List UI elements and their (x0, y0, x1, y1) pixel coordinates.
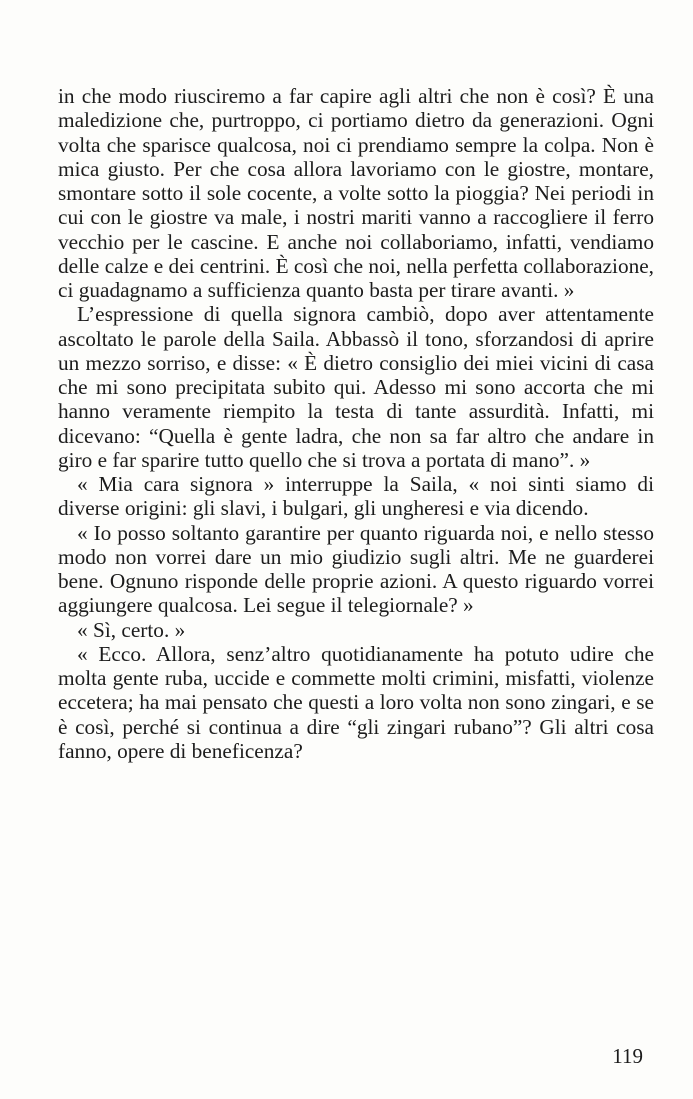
paragraph: « Io posso soltanto garantire per quanto riguarda noi, e nello stesso modo non vorrei dare un mio giudizio sugli altri. Me ne guarderei bene. Ognuno risponde delle proprie azioni. A questo riguardo vorrei aggiungere qualcosa. Lei segue il telegiornale? » (58, 520, 654, 618)
paragraph: « Mia cara signora » interruppe la Saila, « noi sinti siamo di diverse origini: gli slavi, i bulgari, gli ungheresi e via dicendo. (58, 472, 654, 521)
body-text (58, 84, 654, 763)
paragraph: « Sì, certo. » (77, 617, 186, 642)
paragraph: L’espressione di quella signora cambiò, dopo aver attentamente ascoltato le parole della Saila. Abbassò il tono, sforzandosi di aprire un mezzo sorriso, e disse: « È dietro consiglio dei miei vicini di casa che mi sono precipitata subito qui. Adesso mi sono accorta che mi hanno veramente riempito la testa di tante assurdità. Infatti, mi dicevano: “Quella è gente ladra, che non sa far altro che andare in giro e far sparire tutto quello che si trova a portata di mano”. » (58, 302, 654, 472)
page-number: 119 (612, 1044, 643, 1068)
paragraph: « Ecco. Allora, senz’altro quotidianamente ha potuto udire che molta gente ruba, uccide e commette molti crimini, misfatti, violenze eccetera; ha mai pensato che questi a loro volta non sono zingari, e se è così, perché si continua a dire “gli zingari rubano”? Gli altri cosa fanno, opere di beneficenza? (58, 641, 654, 763)
paragraph-continued: in che modo riusciremo a far capire agli altri che non è così? È una maledizione che, purtroppo, ci portiamo dietro da generazioni. Ogni volta che sparisce qualcosa, noi ci prendiamo sempre la colpa. Non è mica giusto. Per che cosa allora lavoriamo con le giostre, montare, smontare sotto il sole cocente, a volte sotto la pioggia? Nei periodi in cui con le giostre va male, i nostri mariti vanno a raccogliere il ferro vecchio per le cascine. E anche noi collaboriamo, infatti, vendiamo delle calze e dei centrini. È così che noi, nella perfetta collaborazione, ci guadagnamo a sufficienza quanto basta per tirare avanti. » (58, 84, 655, 302)
